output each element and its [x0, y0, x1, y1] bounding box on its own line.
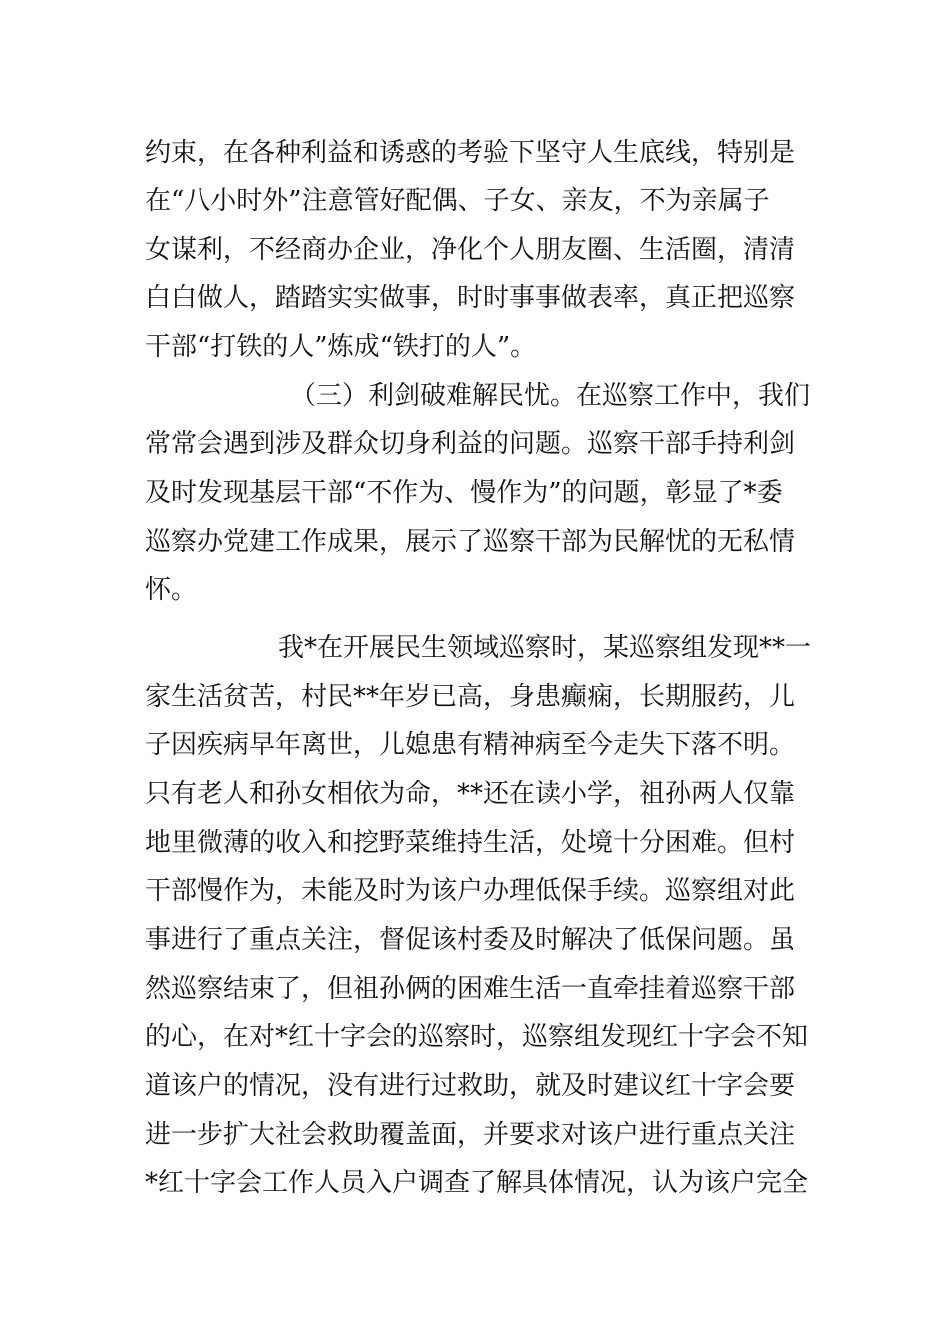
text-line: 在“八小时外”注意管好配偶、子女、亲友，不为亲属子 — [145, 186, 770, 216]
text-line: 女谋利，不经商办企业，净化个人朋友圈、生活圈，清清 — [145, 235, 796, 265]
text-line: 道该户的情况，没有进行过救助，就及时建议红十字会要 — [145, 1071, 796, 1101]
text-line: 事进行了重点关注，督促该村委及时解决了低保问题。虽 — [145, 925, 796, 955]
text-line: 地里微薄的收入和挖野菜维持生活，处境十分困难。但村 — [145, 828, 796, 858]
text-line: 巡察办党建工作成果，展示了巡察干部为民解忧的无私情 — [145, 527, 796, 557]
text-line: 家生活贫苦，村民**年岁已高，身患癫痫，长期服药，儿 — [145, 682, 796, 712]
text-line: 的心，在对*红十字会的巡察时，巡察组发现红十字会不知 — [145, 1022, 809, 1052]
text-line: 约束，在各种利益和诱惑的考验下坚守人生底线，特别是 — [145, 138, 796, 168]
text-line: 怀。 — [145, 575, 198, 605]
text-line: 进一步扩大社会救助覆盖面，并要求对该户进行重点关注 — [145, 1120, 796, 1150]
text-line: 干部“打铁的人”炼成“铁打的人”。 — [145, 332, 537, 362]
text-line: 然巡察结束了，但祖孙俩的困难生活一直牵挂着巡察干部 — [145, 974, 796, 1004]
text-line: 干部慢作为，未能及时为该户办理低保手续。巡察组对此 — [145, 876, 796, 906]
text-line: 白白做人，踏踏实实做事，时时事事做表率，真正把巡察 — [145, 283, 796, 313]
paragraph-start-line: 我*在开展民生领域巡察时，某巡察组发现**一 — [278, 633, 812, 663]
text-line: *红十字会工作人员入户调查了解具体情况，认为该户完全 — [145, 1168, 809, 1198]
text-line: 及时发现基层干部“不作为、慢作为”的问题，彰显了*委 — [145, 478, 783, 508]
section-heading-line: （三）利剑破难解民忧。在巡察工作中，我们 — [290, 381, 811, 411]
text-line: 常常会遇到涉及群众切身利益的问题。巡察干部手持利剑 — [145, 429, 796, 459]
text-line: 子因疾病早年离世，儿媳患有精神病至今走失下落不明。 — [145, 730, 796, 760]
text-line: 只有老人和孙女相依为命，**还在读小学，祖孙两人仅靠 — [145, 779, 796, 809]
